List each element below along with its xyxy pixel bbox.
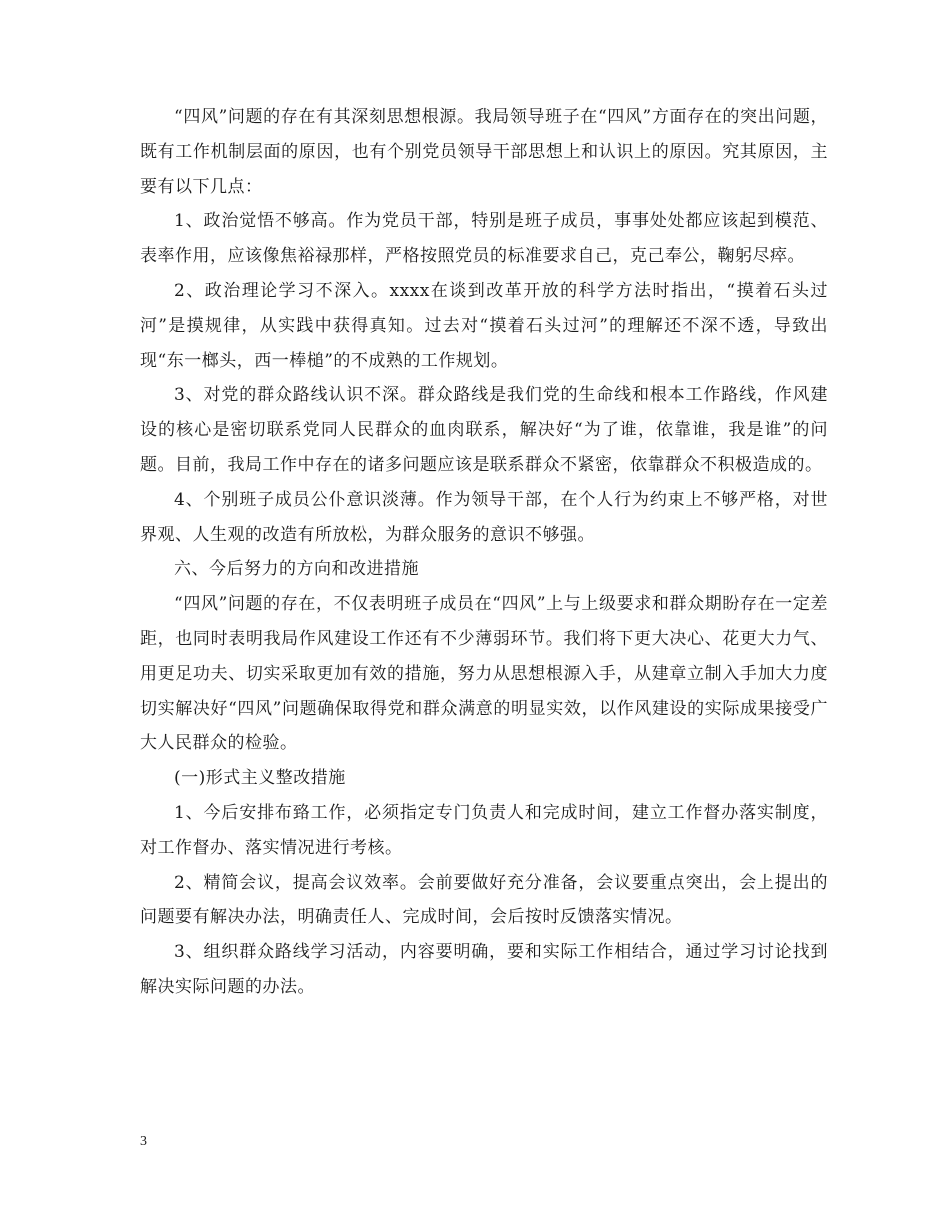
subsection-heading-formalism: (一)形式主义整改措施	[174, 768, 346, 789]
paragraph-root-causes: “四风”问题的存在有其深刻思想根源。我局领导班子在“四风”方面存在的突出问题，既有工作机制层面的原因，也有个别党员领导干部思想上和认识上的原因。究其原因，主要有以下几点：	[140, 107, 828, 197]
paragraph-point-2: 2、政治理论学习不深入。xxxx在谈到改革开放的科学方法时指出，“摸着石头过河”是摸规律，从实践中获得真知。过去对“摸着石头过河”的理解还不深不透，导致出现“东一榔头，西一棒槌”的不成熟的工作规划。	[140, 280, 828, 371]
page-number: 3	[140, 1134, 147, 1149]
section-heading-6: 六、今后努力的方向和改进措施	[174, 559, 419, 580]
paragraph-measure-1: 1、今后安排布臵工作，必须指定专门负责人和完成时间，建立工作督办落实制度，对工作督办、落实情况进行考核。	[140, 802, 828, 858]
paragraph-point-4: 4、个别班子成员公仆意识淡薄。作为领导干部，在个人行为约束上不够严格，对世界观、人生观的改造有所放松，为群众服务的意识不够强。	[140, 489, 828, 545]
paragraph-point-1: 1、政治觉悟不够高。作为党员干部，特别是班子成员，事事处处都应该起到模范、表率作用，应该像焦裕禄那样，严格按照党员的标准要求自己，克己奉公，鞠躬尽瘁。	[140, 211, 828, 267]
paragraph-measure-2: 2、精简会议，提高会议效率。会前要做好充分准备，会议要重点突出，会上提出的问题要有解决办法，明确责任人、完成时间，会后按时反馈落实情况。	[140, 872, 828, 928]
paragraph-section-6-intro: “四风”问题的存在，不仅表明班子成员在“四风”上与上级要求和群众期盼存在一定差距，也同时表明我局作风建设工作还有不少薄弱环节。我们将下更大决心、花更大力气、用更足功夫、切实采取更加有效的措施，努力从思想根源入手，从建章立制入手加大力度切实解决好“四风”问题确保取得党和群众满意的明显实效，以作风建设的实际成果接受广大人民群众的检验。	[140, 594, 828, 754]
paragraph-measure-3: 3、组织群众路线学习活动，内容要明确，要和实际工作相结合，通过学习讨论找到解决实际问题的办法。	[140, 942, 828, 997]
document-body	[140, 100, 828, 1005]
paragraph-point-3: 3、对党的群众路线认识不深。群众路线是我们党的生命线和根本工作路线，作风建设的核心是密切联系党同人民群众的血肉联系，解决好“为了谁，依靠谁，我是谁”的问题。目前，我局工作中存在的诸多问题应该是联系群众不紧密，依靠群众不积极造成的。	[140, 385, 828, 475]
